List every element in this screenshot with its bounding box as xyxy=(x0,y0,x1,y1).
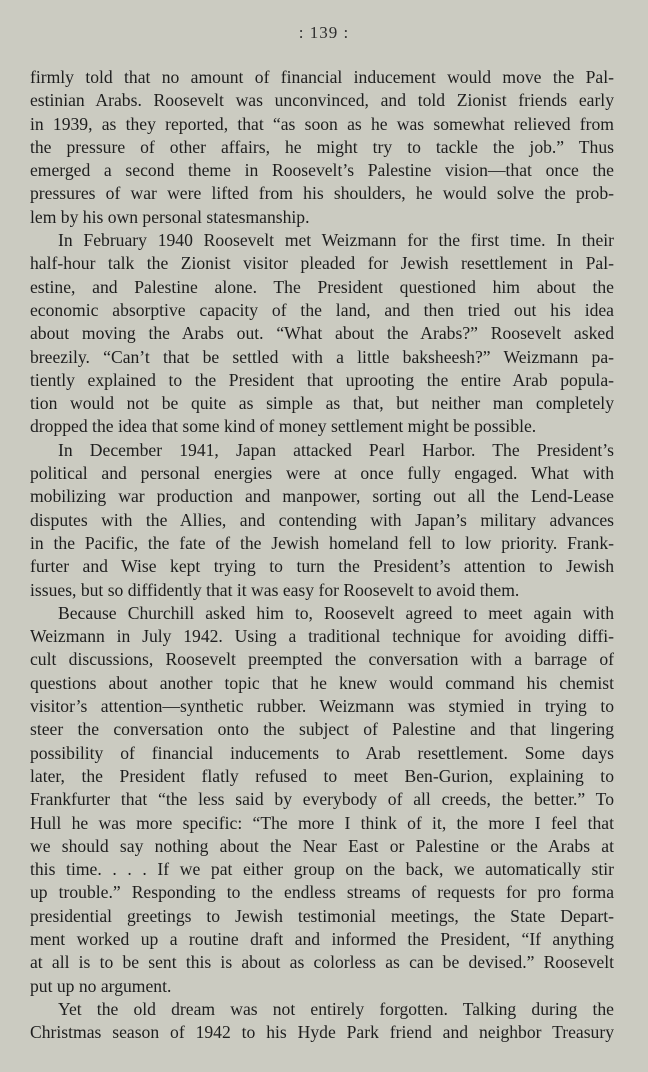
text-line: tion would not be quite as simple as that, but neither man completely xyxy=(30,393,614,414)
text-line: cult discussions, Roosevelt preempted the conversation with a barrage of xyxy=(30,649,614,670)
text-line: visitor’s attention—synthetic rubber. Weizmann was stymied in trying to xyxy=(30,696,614,717)
text-line: presidential greetings to Jewish testimonial meetings, the State Depart- xyxy=(30,905,614,926)
text-line: Hull he was more specific: “The more I think of it, the more I feel that xyxy=(30,812,614,833)
text-line: lem by his own personal statesmanship. xyxy=(30,206,310,227)
text-line: in the Pacific, the fate of the Jewish homeland fell to low priority. Frank- xyxy=(30,532,614,553)
text-line: tiently explained to the President that uprooting the entire Arab popula- xyxy=(30,369,614,390)
text-line: Yet the old dream was not entirely forgotten. Talking during the xyxy=(58,998,614,1019)
text-line: disputes with the Allies, and contending with Japan’s military advances xyxy=(30,509,614,530)
text-line: steer the conversation onto the subject of Palestine and that lingering xyxy=(30,719,614,740)
text-line: possibility of financial inducements to Arab resettlement. Some days xyxy=(30,742,614,763)
body-text xyxy=(30,66,614,1044)
text-line: Frankfurter that “the less said by everybody of all creeds, the better.” To xyxy=(30,789,614,810)
text-line: firmly told that no amount of financial inducement would move the Pal- xyxy=(30,67,614,87)
text-line: at all is to be sent this is about as colorless as can be devised.” Roosevelt xyxy=(30,952,614,973)
text-line: we should say nothing about the Near East or Palestine or the Arabs at xyxy=(30,835,614,856)
text-line: political and personal energies were at once fully engaged. What with xyxy=(30,463,614,484)
text-line: ment worked up a routine draft and informed the President, “If anything xyxy=(30,928,614,949)
text-line: issues, but so diffidently that it was easy for Roosevelt to avoid them. xyxy=(30,579,520,600)
text-line: about moving the Arabs out. “What about the Arabs?” Roosevelt asked xyxy=(30,323,614,344)
text-line: emerged a second theme in Roosevelt’s Palestine vision—that once the xyxy=(30,160,614,181)
paragraph xyxy=(30,439,614,602)
text-line: furter and Wise kept trying to turn the President’s attention to Jewish xyxy=(30,556,614,577)
text-line: In February 1940 Roosevelt met Weizmann for the first time. In their xyxy=(58,230,614,251)
text-line: questions about another topic that he knew would command his chemist xyxy=(30,672,614,693)
text-line: estine, and Palestine alone. The President questioned him about the xyxy=(30,276,614,297)
text-line: Because Churchill asked him to, Roosevelt agreed to meet again with xyxy=(58,602,614,623)
paragraph xyxy=(30,602,614,998)
text-line: this time. . . . If we pat either group on the back, we automatically stir xyxy=(30,859,614,880)
text-line: put up no argument. xyxy=(30,975,172,996)
text-line: later, the President flatly refused to meet Ben-Gurion, explaining to xyxy=(30,765,614,786)
paragraph xyxy=(30,66,614,229)
text-line: up trouble.” Responding to the endless streams of requests for pro forma xyxy=(30,882,614,903)
text-line: pressures of war were lifted from his shoulders, he would solve the prob- xyxy=(30,183,614,204)
text-line: Christmas season of 1942 to his Hyde Park friend and neighbor Treasury xyxy=(30,1022,614,1043)
text-line: economic absorptive capacity of the land, and then tried out his idea xyxy=(30,299,614,320)
text-line: the pressure of other affairs, he might try to tackle the job.” Thus xyxy=(30,136,614,157)
text-line: mobilizing war production and manpower, sorting out all the Lend-Lease xyxy=(30,486,614,507)
text-line: half-hour talk the Zionist visitor pleaded for Jewish resettlement in Pal- xyxy=(30,253,614,274)
text-line: breezily. “Can’t that be settled with a little baksheesh?” Weizmann pa- xyxy=(30,346,614,367)
text-line: dropped the idea that some kind of money settlement might be possible. xyxy=(30,416,537,437)
text-line: Weizmann in July 1942. Using a traditional technique for avoiding diffi- xyxy=(30,626,614,647)
paragraph xyxy=(30,998,614,1045)
paragraph xyxy=(30,229,614,439)
text-line: in 1939, as they reported, that “as soon as he was somewhat relieved from xyxy=(30,113,614,134)
text-line: In December 1941, Japan attacked Pearl Harbor. The President’s xyxy=(58,439,614,460)
text-line: estinian Arabs. Roosevelt was unconvinced, and told Zionist friends early xyxy=(30,90,614,111)
page-number: : 139 : xyxy=(298,23,350,42)
